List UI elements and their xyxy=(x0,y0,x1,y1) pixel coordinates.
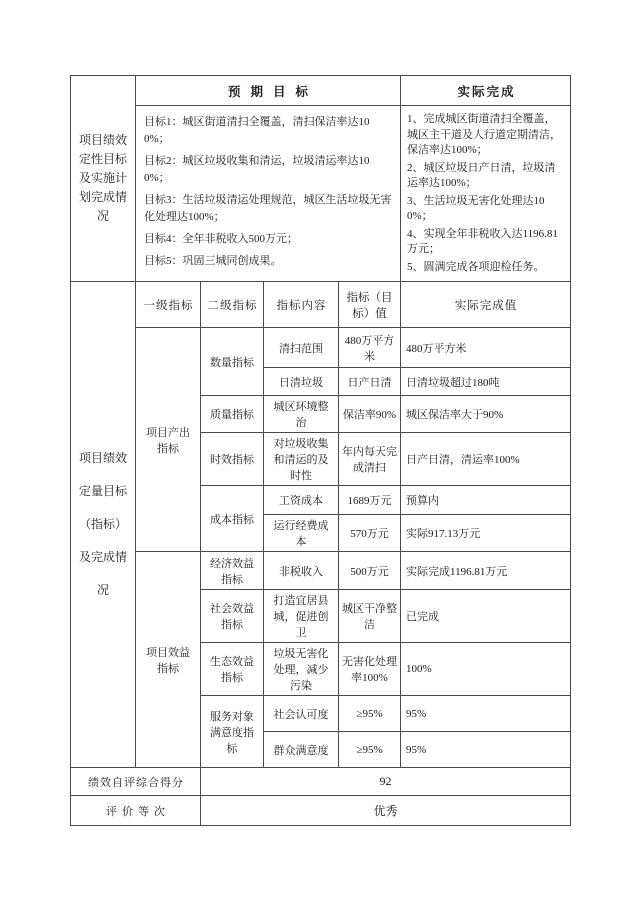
table-row xyxy=(71,768,571,796)
target-value: 城区干净整洁 xyxy=(339,590,401,643)
evaluation-grade-value: 优秀 xyxy=(201,796,571,826)
level2-economic-benefit: 经济效益指标 xyxy=(201,552,264,590)
table-row xyxy=(71,552,571,590)
goal-item: 目标3：生活垃圾清运处理规范，城区生活垃圾无害化处理达100%； xyxy=(144,194,392,223)
actual-value: 实际完成1196.81万元 xyxy=(401,552,571,590)
actual-item: 5、圆满完成各项迎检任务。 xyxy=(407,260,545,273)
target-value: 480万平方米 xyxy=(339,328,401,368)
target-value: 570万元 xyxy=(339,515,401,552)
indicator-content: 社会认可度 xyxy=(264,696,339,732)
actual-item: 4、实现全年非税收入达1196.81万元； xyxy=(407,227,558,255)
header-actual-value: 实际完成值 xyxy=(401,282,571,328)
indicator-content: 垃圾无害化处理，减少污染 xyxy=(264,643,339,696)
actual-completion-header: 实际完成 xyxy=(401,76,571,106)
indicator-content: 群众满意度 xyxy=(264,732,339,768)
target-value: 无害化处理率100% xyxy=(339,643,401,696)
level2-ecological-benefit: 生态效益指标 xyxy=(201,643,264,696)
actual-value: 95% xyxy=(401,732,571,768)
target-value: 1689万元 xyxy=(339,486,401,515)
self-evaluation-score-label: 绩效自评综合得分 xyxy=(71,768,201,796)
indicator-content: 工资成本 xyxy=(264,486,339,515)
level2-quantity-indicator: 数量指标 xyxy=(201,328,264,396)
actual-value: 实际917.13万元 xyxy=(401,515,571,552)
self-evaluation-score-value: 92 xyxy=(201,768,571,796)
indicator-content: 城区环境整治 xyxy=(264,396,339,433)
expected-goals-header: 预期目标 xyxy=(136,76,401,106)
indicator-content: 打造宜居县城，促进创卫 xyxy=(264,590,339,643)
target-value: 500万元 xyxy=(339,552,401,590)
goal-item: 目标1：城区街道清扫全覆盖，清扫保洁率达100%； xyxy=(144,116,370,145)
performance-evaluation-table xyxy=(70,75,571,826)
indicator-content: 运行经费成本 xyxy=(264,515,339,552)
evaluation-grade-label: 评价等次 xyxy=(71,796,201,826)
actual-value: 预算内 xyxy=(401,486,571,515)
actual-item: 1、完成城区街道清扫全覆盖，城区主干道及人行道定期清洁，保洁率达100%； xyxy=(407,113,562,156)
level2-timeliness-indicator: 时效指标 xyxy=(201,433,264,486)
header-indicator-content: 指标内容 xyxy=(264,282,339,328)
goal-item: 目标2：城区垃圾收集和清运，垃圾清运率达100%； xyxy=(144,155,370,184)
level2-satisfaction-indicator: 服务对象满意度指标 xyxy=(201,696,264,768)
qualitative-side-label: 项目绩效 定性目标 及实施计 划完成情 况 xyxy=(71,76,136,282)
actual-item: 2、城区垃圾日产日清，垃圾清运率达100%； xyxy=(407,161,556,189)
table-row xyxy=(71,106,571,282)
actual-value: 日清垃圾超过180吨 xyxy=(401,368,571,396)
actual-value: 100% xyxy=(401,643,571,696)
target-value: 日产日清 xyxy=(339,368,401,396)
actual-value: 480万平方米 xyxy=(401,328,571,368)
level2-quality-indicator: 质量指标 xyxy=(201,396,264,433)
target-value: ≥95% xyxy=(339,732,401,768)
goal-item: 目标5：巩固三城同创成果。 xyxy=(144,255,282,267)
actual-value: 城区保洁率大于90% xyxy=(401,396,571,433)
expected-goals-cell xyxy=(136,106,401,282)
target-value: 年内每天完成清扫 xyxy=(339,433,401,486)
table-row xyxy=(71,76,571,106)
table-row xyxy=(71,328,571,368)
header-level2: 二级指标 xyxy=(201,282,264,328)
table-row xyxy=(71,282,571,328)
actual-completion-cell xyxy=(401,106,571,282)
actual-value: 日产日清，清运率100% xyxy=(401,433,571,486)
indicator-content: 清扫范围 xyxy=(264,328,339,368)
table-row xyxy=(71,796,571,826)
quantitative-side-label: 项目绩效 定量目标 （指标） 及完成情 况 xyxy=(71,282,136,768)
indicator-content: 日清垃圾 xyxy=(264,368,339,396)
level1-output-indicators: 项目产出指标 xyxy=(136,328,201,552)
header-target-value: 指标（目标）值 xyxy=(339,282,401,328)
level2-social-benefit: 社会效益指标 xyxy=(201,590,264,643)
indicator-content: 非税收入 xyxy=(264,552,339,590)
actual-value: 95% xyxy=(401,696,571,732)
target-value: ≥95% xyxy=(339,696,401,732)
level2-cost-indicator: 成本指标 xyxy=(201,486,264,552)
actual-value: 已完成 xyxy=(401,590,571,643)
indicator-content: 对垃圾收集和清运的及时性 xyxy=(264,433,339,486)
target-value: 保洁率90% xyxy=(339,396,401,433)
level1-benefit-indicators: 项目效益指标 xyxy=(136,552,201,768)
goal-item: 目标4：全年非税收入500万元； xyxy=(144,233,298,245)
header-level1: 一级指标 xyxy=(136,282,201,328)
actual-item: 3、生活垃圾无害化处理达100%； xyxy=(407,194,545,222)
